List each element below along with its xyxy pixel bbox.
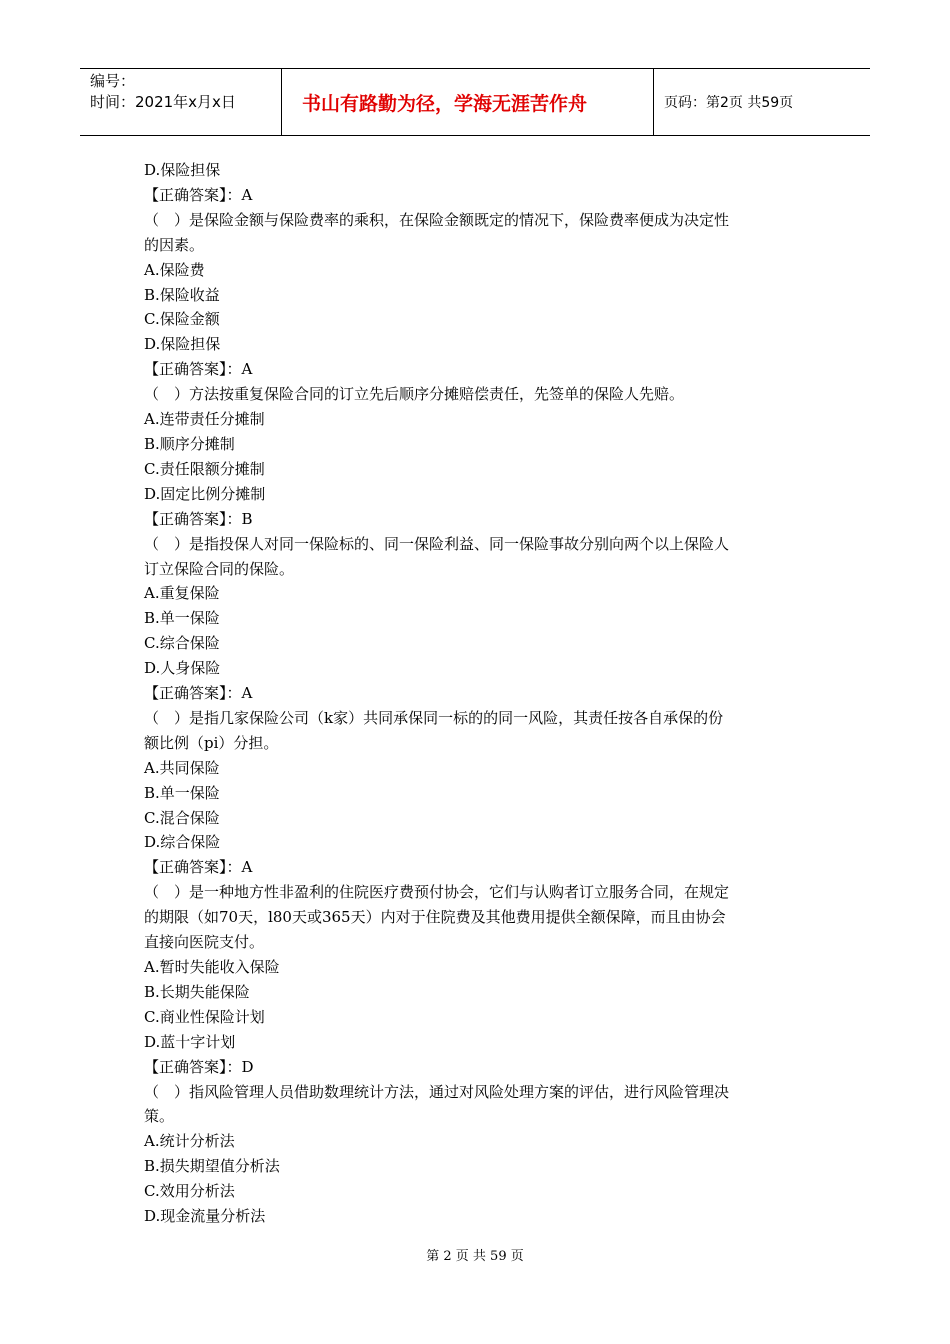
answer-line: 【正确答案】：A <box>144 360 253 379</box>
answer-line: 【正确答案】：A <box>144 185 253 204</box>
option-line: C.混合保险 <box>144 808 220 827</box>
text-line: 的期限（如70天，l80天或365天）内对于住院费及其他费用提供全额保障，而且由协会 <box>144 908 726 927</box>
option-line: D.综合保险 <box>144 833 221 852</box>
question-line: （ ）是保险金额与保险费率的乘积，在保险金额既定的情况下，保险费率便成为决定性 <box>144 210 730 229</box>
option-line: C.保险金额 <box>144 310 220 329</box>
answer-line: 【正确答案】：B <box>144 509 253 528</box>
answer-line: 【正确答案】：A <box>144 858 253 877</box>
question-line: （ ）指风险管理人员借助数理统计方法，通过对风险处理方案的评估，进行风险管理决 <box>144 1082 730 1101</box>
time-label: 时间：2021年x月x日 <box>90 93 236 111</box>
question-line: （ ）是指几家保险公司（k家）共同承保同一标的的同一风险，其责任按各自承保的份 <box>144 708 724 727</box>
option-line: A.统计分析法 <box>144 1132 235 1151</box>
page-footer: 第 2 页 共 59 页 <box>426 1249 524 1264</box>
text-line: 的因素。 <box>144 235 205 254</box>
question-line: （ ）是指投保人对同一保险标的、同一保险利益、同一保险事故分别向两个以上保险人 <box>144 534 730 553</box>
option-line: C.责任限额分摊制 <box>144 459 265 478</box>
header-meta <box>80 69 282 135</box>
question-line: （ ）方法按重复保险合同的订立先后顺序分摊赔偿责任，先签单的保险人先赔。 <box>144 385 685 404</box>
option-line: B.单一保险 <box>144 609 220 628</box>
answer-line: 【正确答案】：A <box>144 684 253 703</box>
text-line: 策。 <box>144 1107 175 1126</box>
text-line: 直接向医院支付。 <box>144 933 265 952</box>
question-line: （ ）是一种地方性非盈利的住院医疗费预付协会，它们与认购者订立服务合同，在规定 <box>144 883 730 902</box>
option-line: C.效用分析法 <box>144 1182 235 1201</box>
header-motto: 书山有路勤为径，学海无涯苦作舟 <box>282 69 654 135</box>
option-line: A.共同保险 <box>144 758 220 777</box>
option-line: D.保险担保 <box>144 161 221 179</box>
text-line: 额比例（pi）分担。 <box>144 733 279 752</box>
option-line: A.重复保险 <box>144 584 220 603</box>
answer-line: 【正确答案】：D <box>144 1057 254 1076</box>
option-line: B.损失期望值分析法 <box>144 1157 280 1176</box>
option-line: B.长期失能保险 <box>144 982 250 1001</box>
option-line: D.现金流量分析法 <box>144 1207 266 1226</box>
page-header <box>80 68 870 136</box>
option-line: D.保险担保 <box>144 335 221 354</box>
number-label: 编号： <box>90 72 136 90</box>
text-line: 订立保险合同的保险。 <box>144 559 295 578</box>
option-line: D.蓝十字计划 <box>144 1032 236 1051</box>
option-line: C.综合保险 <box>144 634 220 653</box>
option-line: B.保险收益 <box>144 285 220 304</box>
option-line: D.固定比例分摊制 <box>144 484 266 503</box>
header-page-info: 页码：第2页 共59页 <box>664 95 794 111</box>
option-line: A.连带责任分摊制 <box>144 410 265 429</box>
option-line: D.人身保险 <box>144 659 221 678</box>
option-line: A.暂时失能收入保险 <box>144 958 280 976</box>
document-body <box>144 158 810 1229</box>
option-line: B.单一保险 <box>144 783 220 802</box>
option-line: A.保险费 <box>144 260 205 279</box>
option-line: B.顺序分摊制 <box>144 434 235 453</box>
option-line: C.商业性保险计划 <box>144 1007 265 1026</box>
